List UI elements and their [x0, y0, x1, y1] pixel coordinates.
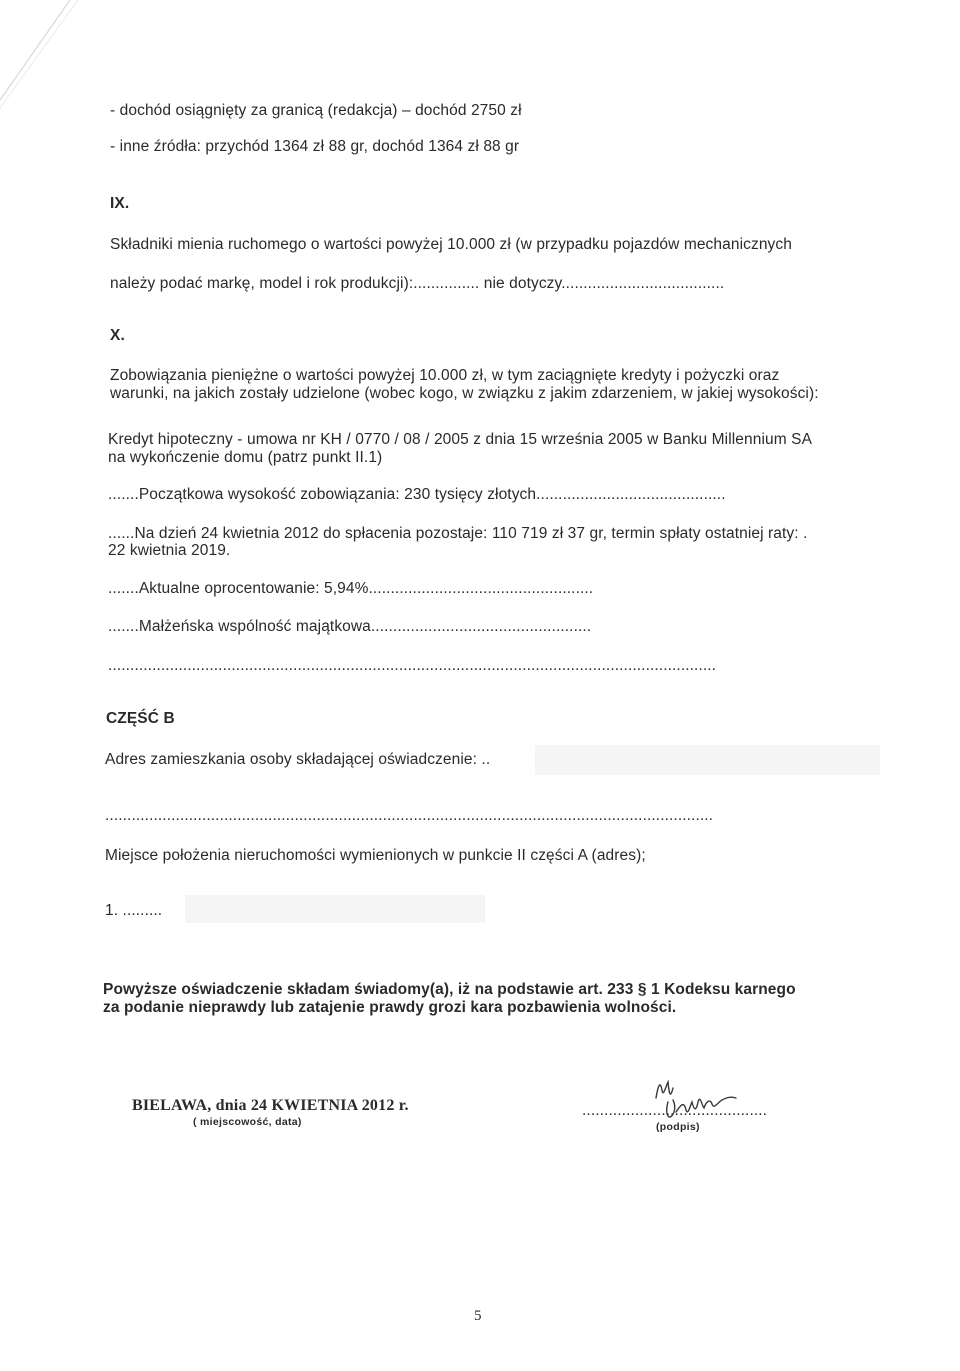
redacted-property-address [185, 895, 485, 923]
place-and-date: BIELAWA, dnia 24 KWIETNIA 2012 r. [132, 1097, 409, 1114]
section-x-text-1: Zobowiązania pieniężne o wartości powyżej 10.000 zł, w tym zaciągnięte kredyty i pożyczki oraz [110, 367, 780, 384]
remaining-amount-line-2: 22 kwietnia 2019. [108, 542, 231, 559]
page-fold-mark [0, 0, 110, 110]
remaining-amount-line-1: ......Na dzień 24 kwietnia 2012 do spłacenia pozostaje: 110 719 zł 37 gr, termin spłaty ostatniej raty: . [108, 525, 808, 542]
page-number: 5 [474, 1308, 482, 1324]
redacted-address [535, 745, 880, 775]
declaration-line-1: Powyższe oświadczenie składam świadomy(a), iż na podstawie art. 233 § 1 Kodeksu karnego [103, 981, 796, 998]
income-abroad-line: - dochód osiągnięty za granicą (redakcja) – dochód 2750 zł [110, 102, 522, 119]
declaration-line-2: za podanie nieprawdy lub zatajenie prawdy grozi kara pozbawienia wolności. [103, 999, 677, 1016]
signature-caption: (podpis) [656, 1121, 700, 1133]
initial-amount-line: .......Początkowa wysokość zobowiązania: 230 tysięcy złotych........................................... [108, 486, 726, 503]
marital-property-line: .......Małżeńska wspólność majątkowa.................................................. [108, 618, 592, 635]
dotted-line-1: .......................................................................................................................................... [108, 657, 717, 674]
section-ix-text-2: należy podać markę, model i rok produkcji):............... nie dotyczy..................................... [110, 275, 725, 292]
section-x-text-2: warunki, na jakich zostały udzielone (wobec kogo, w związku z jakim zdarzeniem, w jakiej wysokości): [110, 385, 819, 402]
section-ix-title: IX. [110, 195, 130, 212]
dotted-line-2: .......................................................................................................................................... [105, 807, 714, 824]
section-ix-text-1: Składniki mienia ruchomego o wartości powyżej 10.000 zł (w przypadku pojazdów mechanicznych [110, 236, 792, 253]
interest-rate-line: .......Aktualne oprocentowanie: 5,94%................................................... [108, 580, 594, 597]
part-b-title: CZĘŚĆ B [106, 710, 175, 727]
property-location-label: Miejsce położenia nieruchomości wymienionych w punkcie II części A (adres); [105, 847, 646, 864]
credit-line-2: na wykończenie domu (patrz punkt II.1) [108, 449, 383, 466]
place-date-caption: ( miejscowość, data) [193, 1116, 302, 1128]
credit-line-1: Kredyt hipoteczny - umowa nr KH / 0770 / 08 / 2005 z dnia 15 września 2005 w Banku Millennium SA [108, 431, 813, 448]
signature-dotted-line: .......................................... [582, 1102, 768, 1119]
other-income-line: - inne źródła: przychód 1364 zł 88 gr, dochód 1364 zł 88 gr [110, 138, 520, 155]
property-item-1: 1. ......... [105, 902, 163, 919]
section-x-title: X. [110, 327, 125, 344]
address-label: Adres zamieszkania osoby składającej oświadczenie: .. [105, 751, 491, 768]
